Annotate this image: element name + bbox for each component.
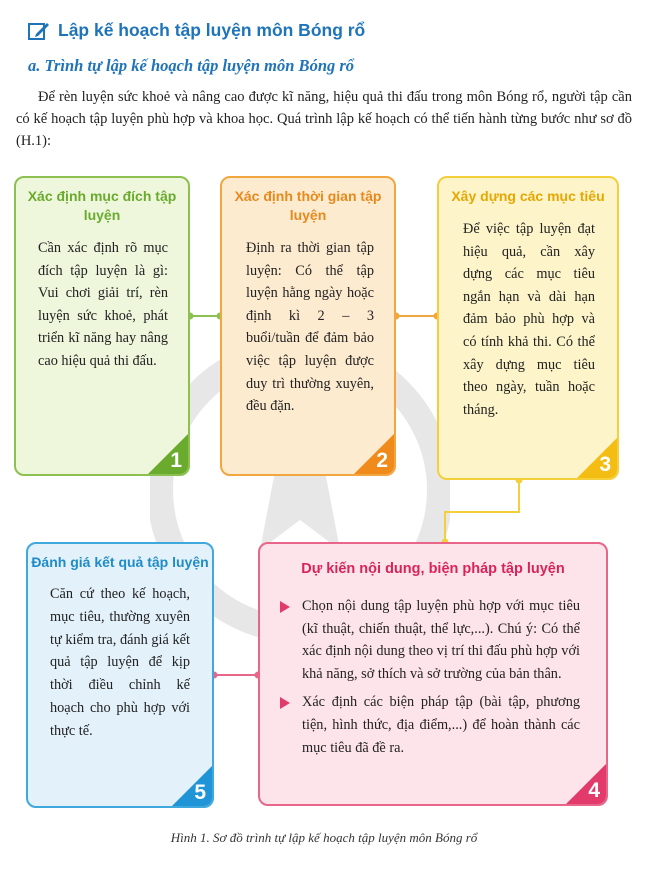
step-4-bullet-item — [280, 691, 580, 759]
step-5-box — [26, 542, 214, 808]
triangle-bullet-icon — [280, 697, 290, 709]
step-2-body: Định ra thời gian tập luyện: Có thể tập luyện hằng ngày hoặc định kì 2 – 3 buổi/tuần để đảm bảo việc tập luyện được duy trì thường xuyên, đều đặn. — [246, 240, 374, 415]
step-4-corner — [564, 762, 608, 806]
intro-paragraph: Để rèn luyện sức khoẻ và nâng cao được kĩ năng, hiệu quả thi đấu trong môn Bóng rổ, người tập cần có kế hoạch tập luyện phù hợp và khoa học. Quá trình lập kế hoạch có thể tiến hành từng bước như sơ đồ (H.1): — [16, 89, 632, 149]
step-5-corner — [170, 764, 214, 808]
step-4-box — [258, 542, 608, 806]
page-title: Lập kế hoạch tập luyện môn Bóng rổ — [58, 20, 366, 40]
step-2-corner — [352, 432, 396, 476]
subheading: a. Trình tự lập kế hoạch tập luyện môn Bóng rổ — [28, 56, 355, 75]
step-5-number: 5 — [194, 781, 206, 804]
step-2-number: 2 — [376, 449, 388, 472]
step-1-body: Cần xác định rõ mục đích tập luyện là gì: Vui chơi giải trí, rèn luyện sức khoẻ, phát triển kĩ năng hay nâng cao hiệu quả thi đấu. — [38, 240, 168, 369]
step-4-bullet-item — [280, 595, 580, 685]
step-4-number: 4 — [588, 779, 600, 802]
step-3-box — [437, 176, 619, 480]
triangle-bullet-icon — [280, 601, 290, 613]
connector-3-4 — [445, 480, 519, 542]
step-4-bullet-text: Xác định các biện pháp tập (bài tập, phương tiện, hình thức, địa điểm,...) để hoàn thành các mục tiêu đã đề ra. — [302, 694, 580, 756]
step-1-title: Xác định mục đích tập luyện — [27, 188, 177, 223]
step-3-number: 3 — [599, 453, 611, 476]
step-4-bullet-text: Chọn nội dung tập luyện phù hợp với mục tiêu (kĩ thuật, chiến thuật, thể lực,...). Chú ý: Có thể xác định nội dung theo vị trí thi đấu phù hợp với khả năng, sở thích và sở trường của bản thân. — [302, 598, 580, 682]
step-5-body: Căn cứ theo kế hoạch, mục tiêu, thường xuyên tự kiểm tra, đánh giá kết quả tập luyện để kịp thời điều chỉnh kế hoạch cho phù hợp với thực tế. — [50, 586, 190, 739]
step-4-bullet-list — [260, 595, 606, 759]
step-3-corner — [575, 436, 619, 480]
step-3-title: Xây dựng các mục tiêu — [451, 188, 605, 204]
step-4-title: Dự kiến nội dung, biện pháp tập luyện — [301, 561, 565, 577]
step-1-box — [14, 176, 190, 476]
figure-caption: Hình 1. Sơ đồ trình tự lập kế hoạch tập luyện môn Bóng rổ — [170, 830, 478, 845]
step-1-number: 1 — [170, 449, 182, 472]
step-3-body: Để việc tập luyện đạt hiệu quả, cần xây dựng các mục tiêu ngắn hạn và dài hạn đảm bảo phù hợp và có tính khả thi. Có thể xây dựng mục tiêu theo ngày, tuần hoặc tháng. — [463, 221, 595, 418]
step-2-title: Xác định thời gian tập luyện — [234, 188, 382, 223]
step-1-corner — [146, 432, 190, 476]
step-2-box — [220, 176, 396, 476]
step-5-title: Đánh giá kết quả tập luyện — [31, 554, 209, 570]
